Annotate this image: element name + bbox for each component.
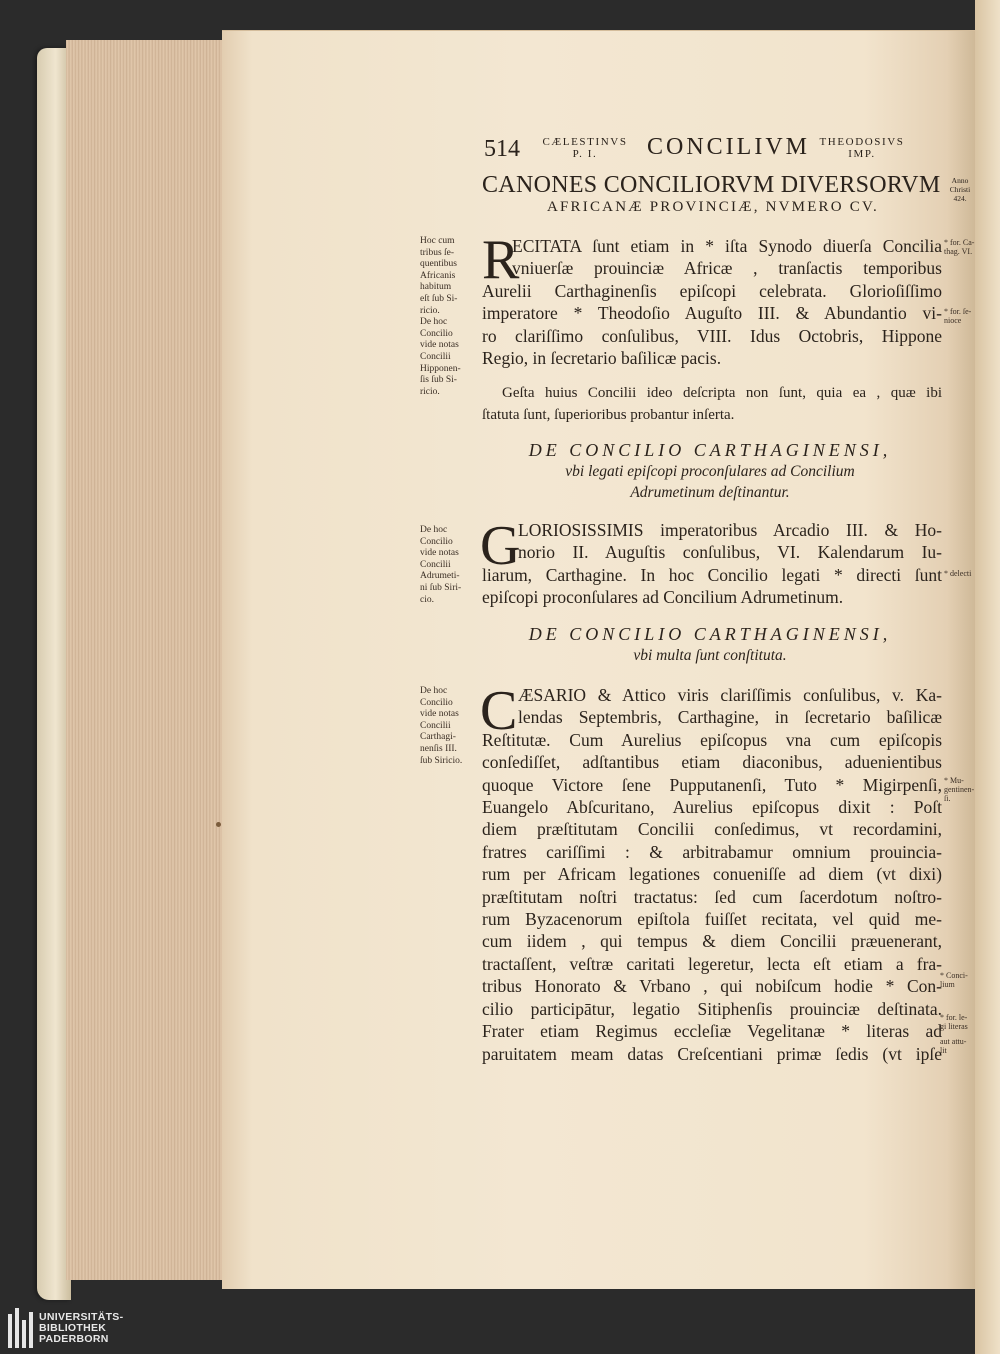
margin-variant-note [940,1013,968,1031]
section-heading [470,440,950,503]
side-note [420,236,480,398]
side-note-line: ſis ſub Si- [420,375,457,386]
margin-variant-note [944,238,974,256]
side-note-line: Adrumeti- [420,571,460,582]
text-line: præſtitutam noſtri tractatus: ſed cum ſacerdotum noſtro- [482,886,942,907]
header-left [540,136,630,160]
drop-cap: C [480,680,518,742]
side-note-line: eſt ſub Si- [420,293,458,304]
text-line: imperatore * Theodoſio Auguſto III. & Abundantio vi- [482,303,942,324]
side-note-line: Concilii [420,720,451,731]
side-note-line: quentibus [420,259,457,270]
side-note-line: ricio. [420,386,440,397]
margin-note-line: * for. le- [940,1013,968,1022]
header-right [816,136,908,160]
margin-note-line: * delecti [944,569,972,578]
margin-note-line: * Mu- [944,776,964,785]
drop-cap: G [480,515,521,577]
chapter-title: CANONES CONCILIORVM DIVERSORVM [482,172,941,198]
text-line: Reſtitutæ. Cum Aurelius epiſcopus vna cum epiſcopis [482,729,942,750]
text-line: Regio, in ſecretario baſilicæ pacis. [482,348,722,369]
margin-note-line: * for. Ca- [944,238,975,247]
side-note-line: cio. [420,594,434,605]
text-line: lendas Septembris, Carthagine, in ſecretario baſilicæ [518,707,942,728]
running-title: CONCILIVM [647,134,810,160]
side-note-line: Hoc cum [420,236,455,246]
paragraph-recitata [482,235,942,369]
side-note-line: tribus ſe- [420,247,455,258]
margin-note-line: lit [940,1046,947,1055]
text-line: Frater etiam Regimus eccleſiæ Vegelitanæ * literas ad [482,1021,942,1042]
header-right-line: IMP. [848,148,876,160]
section-heading [470,624,950,666]
header-right-line: THEODOSIVS [819,136,905,148]
logo-text [39,1312,123,1345]
side-note-line: Concilii [420,351,451,362]
heading-line: vbi multa ſunt conſtituta. [633,647,787,664]
text-line: rum per Africam legationes conueniſſe ad diem (vt dixi) [482,864,942,885]
side-note-line: ricio. [420,305,440,316]
anno-line: Anno [951,176,969,185]
text-line: tractaſſent, veſtræ caritati legeretur, lecta eſt etiam a fra- [482,953,942,974]
margin-note-line: thag. VI. [944,247,973,256]
side-note-line: De hoc [420,525,448,535]
text-line: LORIOSISSIMIS imperatoribus Arcadio III. & Ho- [518,520,942,540]
text-line: tribus Honorato & Vrbano , qui nobiſcum hodie * Con- [482,976,942,997]
side-note-line: vide notas [420,340,459,351]
anno-line: 424. [953,194,967,203]
side-note-line: Concilii [420,559,451,570]
heading-line: DE CONCILIO CARTHAGINENSI, [528,624,892,644]
text-line: liarum, Carthagine. In hoc Concilio legati * directi ſunt [482,564,942,585]
paragraph-gloriosissimis [480,515,942,609]
text-line: cum iidem , qui tempus & diem Concilii præuenerant, [482,931,942,952]
paragraph-caesario [480,680,942,1065]
page-number: 514 [484,136,520,162]
margin-variant-note [944,776,974,803]
text-line: diem præſtitutam Concilii conſedimus, vt recordamini, [482,819,942,840]
side-note-line: Concilio [420,536,453,547]
logo-line: PADERBORN [39,1332,109,1345]
text-line: fratres cariſſimi : & arbitrabamur omnium prouincia- [482,841,942,862]
text-line: Geſta huius Concilii ideo deſcripta non ſunt, quia ea , quæ ibi [502,385,942,401]
side-note-line: Concilio [420,328,453,339]
chapter-subtitle: AFRICANÆ PROVINCIÆ, NVMERO CV. [546,199,879,215]
text-line: vniuerſæ prouinciæ Africæ , tranſactis temporibus [512,258,942,279]
side-note-line: Carthagi- [420,732,456,743]
text-line: conſediſſet, adſtantibus etiam diaconibus, aduenientibus [482,752,942,773]
heading-line: DE CONCILIO CARTHAGINENSI, [528,440,892,460]
margin-variant-note [944,307,971,325]
margin-note-line: * Conci- [940,971,968,980]
text-line: Euangelo Abſcuritano, Aurelius epiſcopus dixit : Poſt [482,797,942,818]
paragraph-gesta [482,383,942,426]
margin-note-line: gentinen- [944,785,975,794]
anno-line: Christi [949,185,971,194]
margin-variant-note [940,971,968,989]
margin-note-line: gi literas [940,1022,968,1031]
logo-line: UNIVERSITÄTS- [39,1310,124,1323]
text-line: paruitatem meam datas Creſcentiani primæ ſedis (vt ipſe [482,1043,942,1064]
text-line: ro clariſſimo conſulibus, VIII. Idus Octobris, Hippone [482,325,942,346]
side-note-line: ſub Siricio. [420,755,463,766]
margin-variant-note [944,569,971,578]
side-note-line: Hipponen- [420,363,461,374]
margin-note-line: nioce [944,316,962,325]
heading-line: vbi legati epiſcopi proconſulares ad Concilium [565,463,855,480]
text-line: cilio participātur, legatio Sitiphenſis prouinciæ deſtinata. [482,998,942,1019]
page-stack-edge [66,40,228,1280]
side-note-line: Concilio [420,697,453,708]
margin-note-line: ſi. [944,794,951,803]
side-note-line: nenſis III. [420,743,457,754]
margin-variant-note [940,1037,966,1055]
drop-cap: R [482,229,520,291]
side-note-line: Africanis [420,270,456,281]
text-line: ÆSARIO & Attico viris clariſſimis conſulibus, v. Ka- [518,685,942,705]
text-line: epiſcopi proconſulares ad Concilium Adrumetinum. [482,587,844,608]
logo-bars-icon [8,1308,33,1348]
side-note-line: habitum [420,282,452,293]
text-line: ECITATA ſunt etiam in * iſta Synodo diuerſa Concilia [512,236,942,256]
logo-line: BIBLIOTHEK [39,1321,107,1334]
side-note-line: De hoc [420,686,448,696]
margin-note-line: aut attu- [940,1037,967,1046]
header-left-line: P. I. [572,148,598,160]
ink-spot [216,822,221,827]
side-note-line: vide notas [420,548,459,559]
text-line: Aurelii Carthaginenſis epiſcopi celebrata. Glorioſiſſimo [482,280,942,301]
text-line: quoque Victore ſene Pupputanenſi, Tuto * Migirpenſi, [482,774,942,795]
text-line: ſtatuta ſunt, ſuperioribus probantur inſerta. [482,406,735,423]
header-left-line: CÆLESTINVS [542,136,628,148]
text-line: norio II. Auguſtis conſulibus, VI. Kalendarum Iu- [518,542,942,563]
anno-christi-note [942,176,978,203]
side-note [420,686,480,767]
side-note-line: vide notas [420,709,459,720]
margin-note-line: lium [940,980,955,989]
side-note-line: ni ſub Siri- [420,582,462,593]
side-note [420,525,480,606]
library-logo [8,1306,123,1350]
facing-page-edge [975,0,1000,1354]
side-note-line: De hoc [420,317,448,328]
heading-line: Adrumetinum deſtinantur. [630,484,790,501]
text-line: rum Byzacenorum epiſtola fuiſſet recitata, vel quid me- [482,909,942,930]
margin-note-line: * for. ſe- [944,307,972,316]
